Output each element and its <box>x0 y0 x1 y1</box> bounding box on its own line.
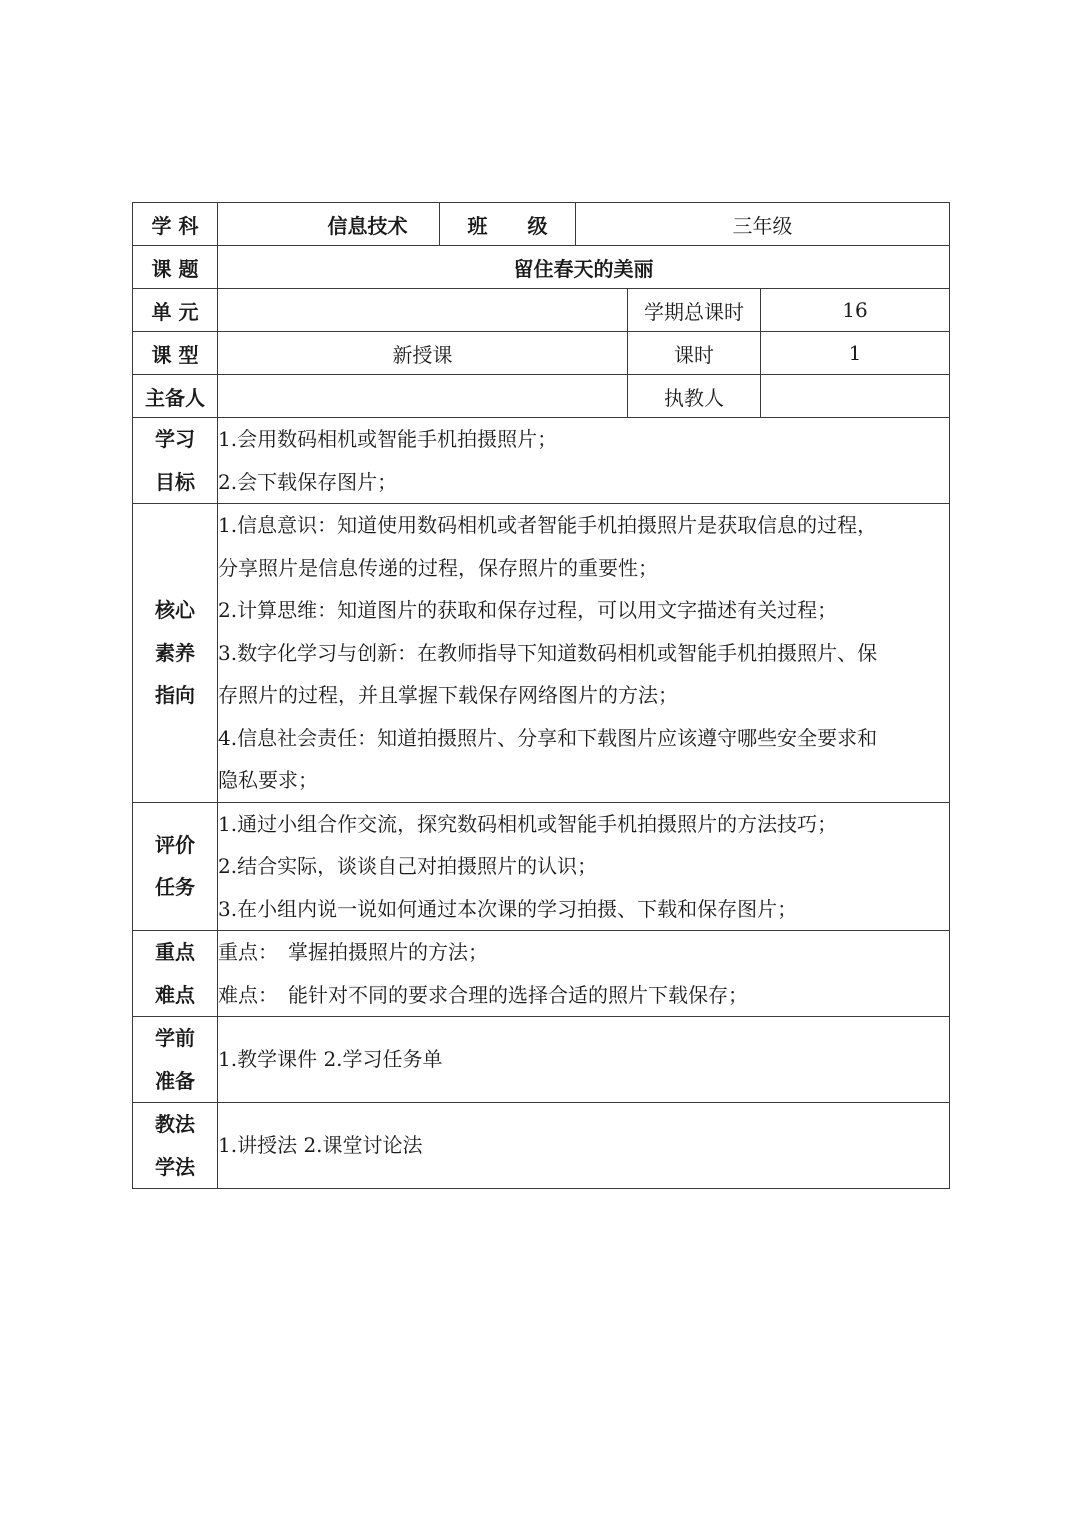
type-row <box>133 332 950 375</box>
lesson-plan-table <box>132 202 950 1189</box>
core-line: 隐私要求； <box>218 768 318 792</box>
core-label: 核心 素养 指向 <box>133 504 218 803</box>
class-value: 三年级 <box>576 203 950 246</box>
goals-row <box>133 418 950 504</box>
type-value: 新授课 <box>218 332 628 375</box>
preparer-label: 主备人 <box>133 375 218 418</box>
total-hours-value: 16 <box>761 289 950 332</box>
keypoint-line: 难点： 能针对不同的要求合理的选择合适的照片下载保存； <box>218 982 748 1007</box>
teacher-value <box>761 375 950 418</box>
prep-line: 1.教学课件 2.学习任务单 <box>218 1047 443 1072</box>
keypoints-row <box>133 931 950 1017</box>
eval-line: 2.结合实际，谈谈自己对拍摄照片的认识； <box>218 854 598 878</box>
prep-label: 学前 准备 <box>133 1017 218 1103</box>
core-line: 1.信息意识：知道使用数码相机或者智能手机拍摄照片是获取信息的过程， <box>218 513 878 537</box>
subject-row <box>133 203 950 246</box>
topic-row <box>133 246 950 289</box>
hours-value: 1 <box>761 332 950 375</box>
goals-content <box>218 418 950 504</box>
class-label: 班 级 <box>440 203 576 246</box>
type-label: 课 型 <box>133 332 218 375</box>
hours-label: 课时 <box>628 332 761 375</box>
unit-label: 单 元 <box>133 289 218 332</box>
goal-line: 1.会用数码相机或智能手机拍摄照片； <box>218 427 558 451</box>
teacher-label: 执教人 <box>628 375 761 418</box>
preparer-value <box>218 375 628 418</box>
methods-label: 教法 学法 <box>133 1103 218 1189</box>
methods-row <box>133 1103 950 1189</box>
core-line: 4.信息社会责任：知道拍摄照片、分享和下载图片应该遵守哪些安全要求和 <box>218 725 878 750</box>
prep-row <box>133 1017 950 1103</box>
core-line: 3.数字化学习与创新：在教师指导下知道数码相机或智能手机拍摄照片、保 <box>218 640 878 665</box>
unit-value <box>218 289 628 332</box>
subject-value: 信息技术 <box>218 203 440 246</box>
methods-content <box>218 1103 950 1189</box>
prep-content <box>218 1017 950 1103</box>
keypoints-label: 重点 难点 <box>133 931 218 1017</box>
core-row <box>133 504 950 803</box>
core-line: 分享照片是信息传递的过程，保存照片的重要性； <box>218 555 658 580</box>
keypoints-content <box>218 931 950 1017</box>
goals-label: 学习 目标 <box>133 418 218 504</box>
core-line: 存照片的过程，并且掌握下载保存网络图片的方法； <box>218 683 678 707</box>
subject-label: 学 科 <box>133 203 218 246</box>
topic-label: 课 题 <box>133 246 218 289</box>
methods-line: 1.讲授法 2.课堂讨论法 <box>218 1133 423 1158</box>
eval-line: 1.通过小组合作交流，探究数码相机或智能手机拍摄照片的方法技巧； <box>218 811 838 836</box>
core-content <box>218 504 950 803</box>
preparer-row <box>133 375 950 418</box>
unit-row <box>133 289 950 332</box>
topic-value: 留住春天的美丽 <box>218 246 950 289</box>
eval-label: 评价 任务 <box>133 802 218 931</box>
core-line: 2.计算思维：知道图片的获取和保存过程，可以用文字描述有关过程； <box>218 598 838 622</box>
total-hours-label: 学期总课时 <box>628 289 761 332</box>
goal-line: 2.会下载保存图片； <box>218 469 398 494</box>
eval-line: 3.在小组内说一说如何通过本次课的学习拍摄、下载和保存图片； <box>218 896 798 921</box>
eval-content <box>218 802 950 931</box>
eval-row <box>133 802 950 931</box>
keypoint-line: 重点： 掌握拍摄照片的方法； <box>218 940 488 964</box>
